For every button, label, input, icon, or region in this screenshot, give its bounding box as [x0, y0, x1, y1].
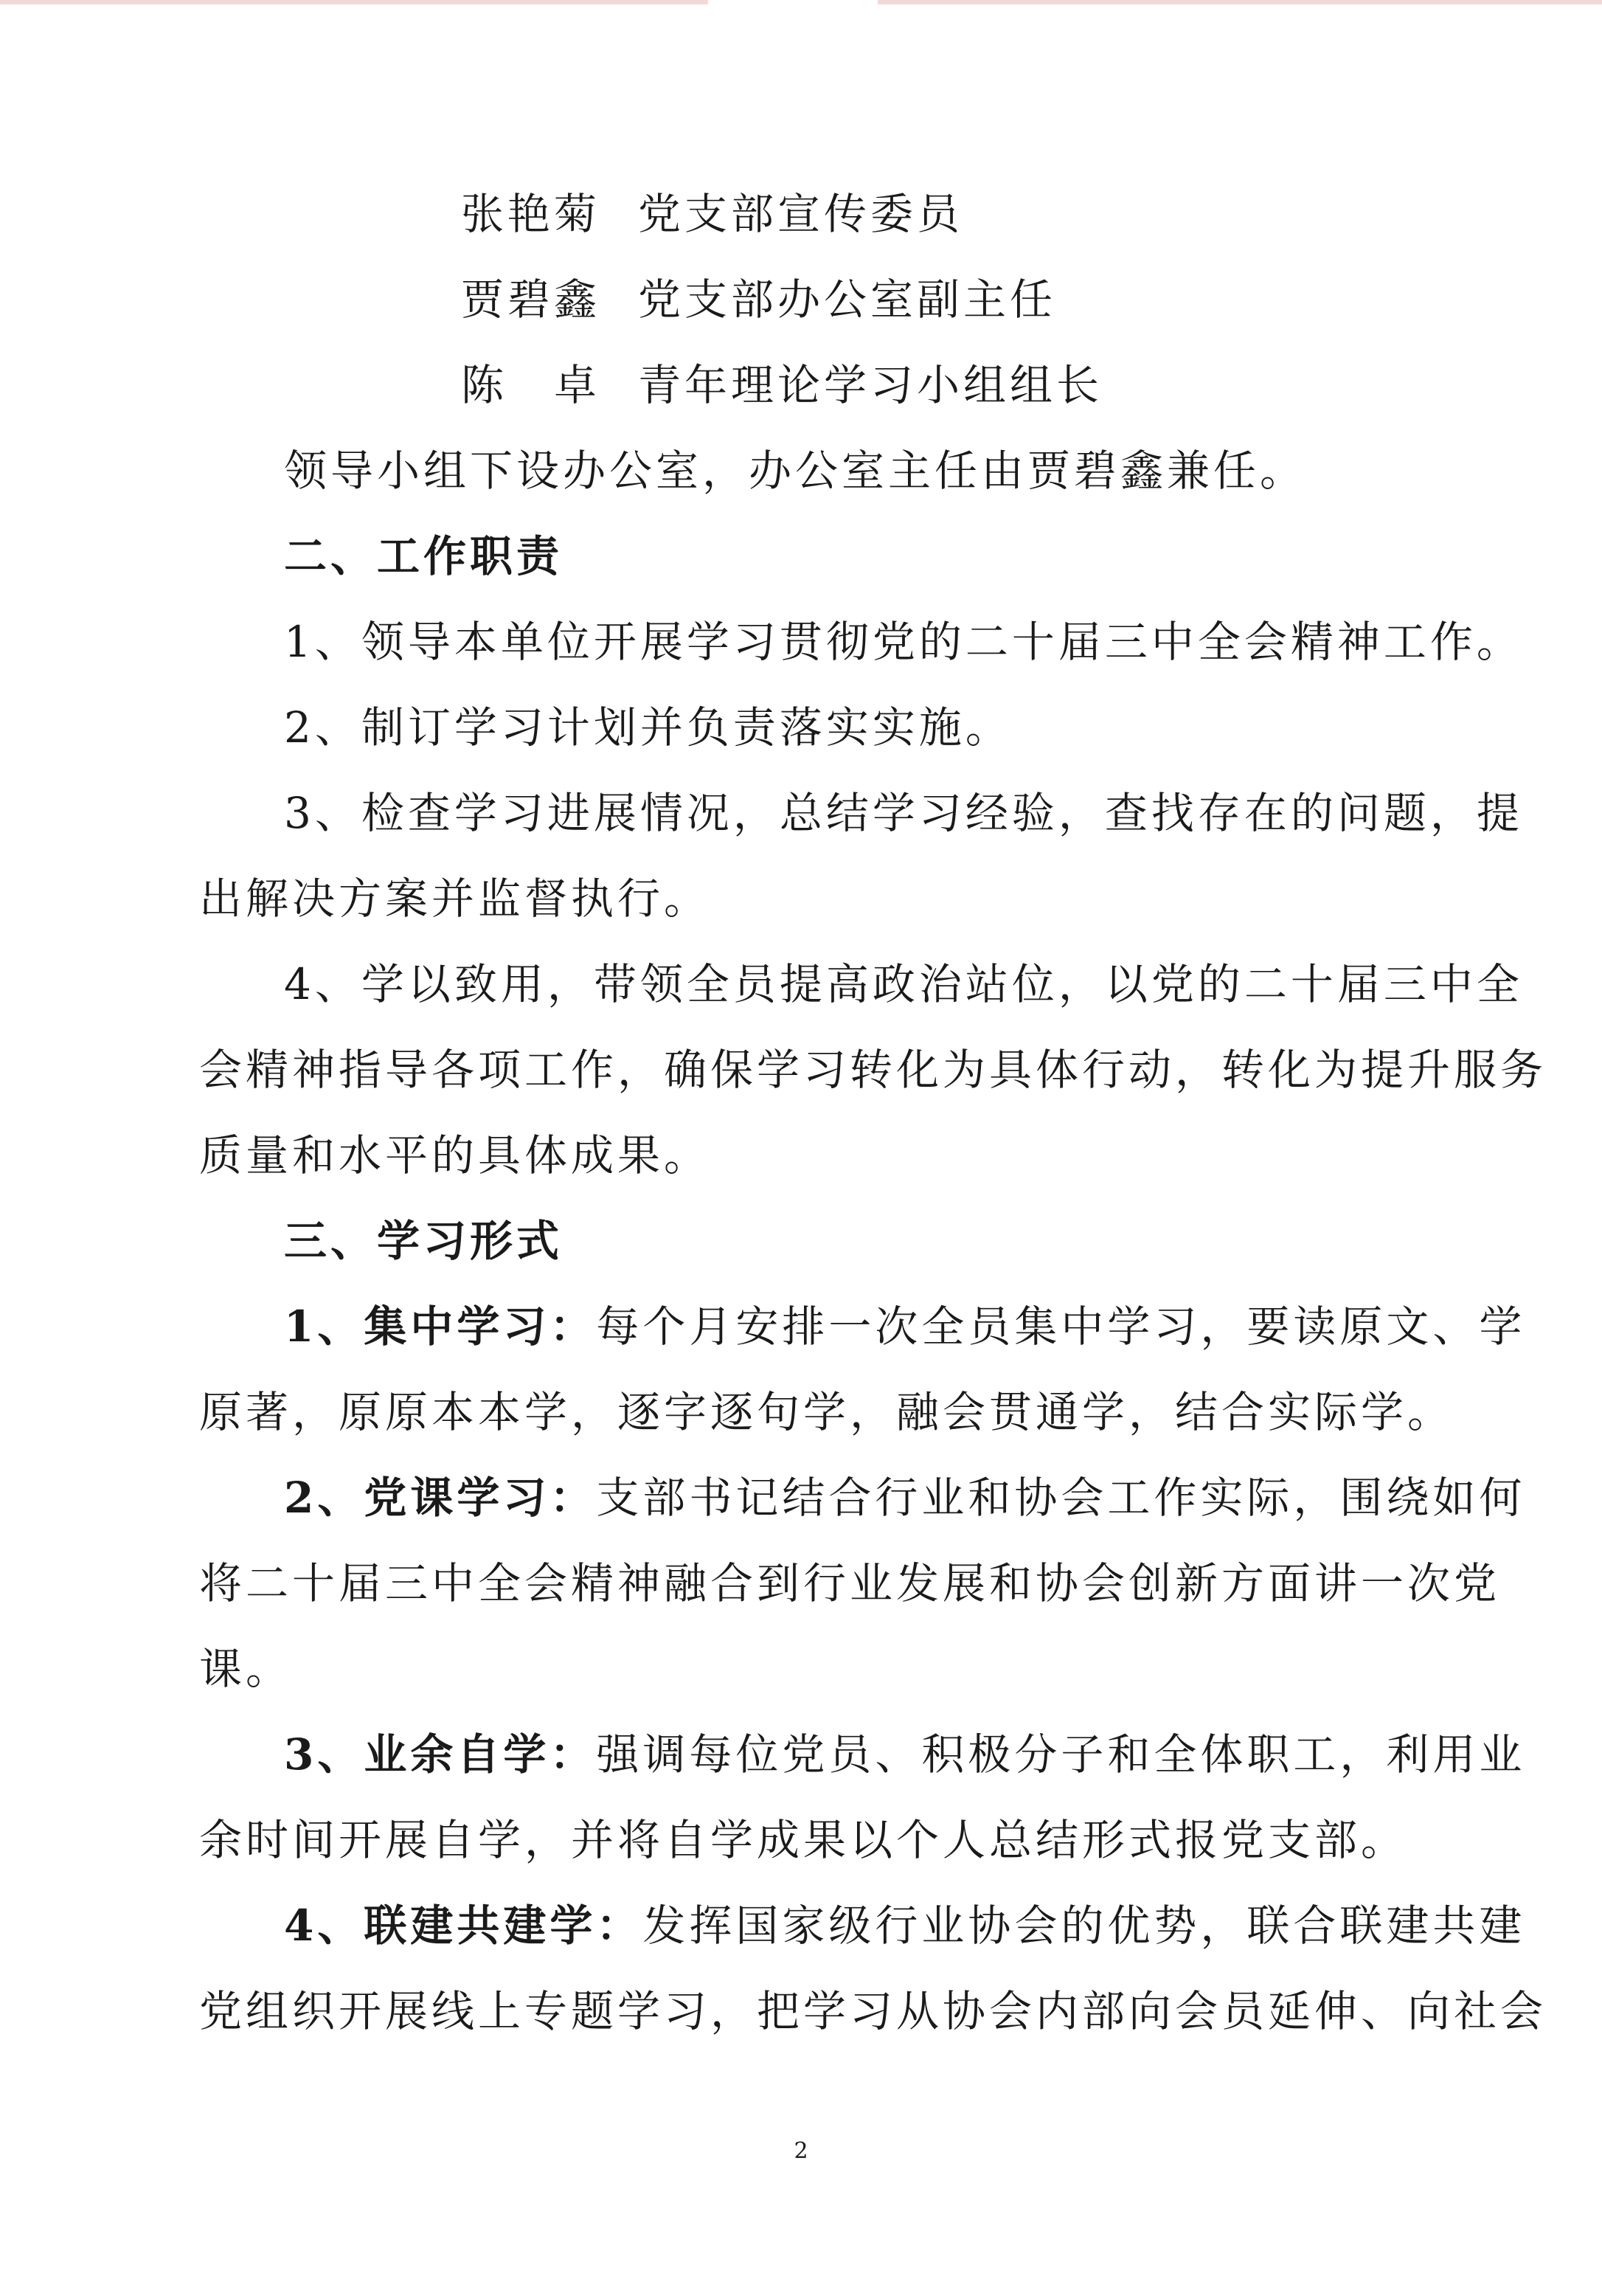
paragraph-line — [284, 1300, 1538, 1353]
member-name: 贾碧鑫 — [461, 274, 601, 325]
item-label: 3、业余自学： — [284, 1729, 597, 1780]
paragraph-line: 会精神指导各项工作，确保学习转化为具体行动，转化为提升服务 — [199, 1045, 1547, 1095]
member-row — [461, 273, 1602, 326]
paragraph-line: 将二十届三中全会精神融合到行业发展和协会创新方面讲一次党 — [199, 1558, 1501, 1608]
paragraph-line: 课。 — [199, 1644, 293, 1694]
paragraph-line — [284, 1899, 1538, 1952]
scan-edge-right — [878, 0, 1602, 4]
member-name: 张艳菊 — [461, 189, 601, 239]
paragraph-line: 4、学以致用，带领全员提高政治站位，以党的二十届三中全 — [284, 959, 1523, 1009]
paragraph-line: 原著，原原本本学，逐字逐句学，融会贯通学，结合实际学。 — [199, 1387, 1454, 1437]
item-text: 强调每位党员、积极分子和全体职工，利用业 — [596, 1729, 1526, 1780]
item-text: 发挥国家级行业协会的优势，联合联建共建 — [642, 1901, 1526, 1951]
section-heading: 二、工作职责 — [284, 531, 564, 581]
item-label: 4、联建共建学： — [284, 1901, 643, 1951]
paragraph-line: 党组织开展线上专题学习，把学习从协会内部向会员延伸、向社会 — [199, 1986, 1547, 2036]
paragraph-line: 1、领导本单位开展学习贯彻党的二十届三中全会精神工作。 — [284, 617, 1523, 667]
item-label: 1、集中学习： — [284, 1301, 597, 1352]
member-name: 陈 卓 — [461, 360, 601, 410]
paragraph-line: 2、制订学习计划并负责落实实施。 — [284, 702, 1012, 753]
scan-edge-left — [0, 0, 708, 4]
member-row — [461, 187, 1602, 241]
paragraph-line — [284, 1728, 1538, 1781]
member-role: 党支部宣传委员 — [638, 189, 964, 239]
paragraph-line: 3、检查学习进展情况，总结学习经验，查找存在的问题，提 — [284, 788, 1523, 838]
page-number: 2 — [794, 2138, 808, 2164]
paragraph-line: 余时间开展自学，并将自学成果以个人总结形式报党支部。 — [199, 1815, 1408, 1865]
paragraph-line: 出解决方案并监督执行。 — [199, 874, 711, 924]
section-heading: 三、学习形式 — [284, 1216, 564, 1266]
member-role: 青年理论学习小组组长 — [638, 360, 1103, 410]
item-label: 2、党课学习： — [284, 1473, 597, 1523]
member-role: 党支部办公室副主任 — [638, 274, 1057, 325]
item-text: 每个月安排一次全员集中学习，要读原文、学 — [596, 1301, 1526, 1352]
item-text: 支部书记结合行业和协会工作实际，围绕如何 — [596, 1473, 1526, 1523]
paragraph-line — [284, 1471, 1538, 1524]
member-row — [461, 359, 1602, 412]
office-note: 领导小组下设办公室，办公室主任由贾碧鑫兼任。 — [284, 446, 1307, 496]
paragraph-line: 质量和水平的具体成果。 — [199, 1130, 711, 1180]
